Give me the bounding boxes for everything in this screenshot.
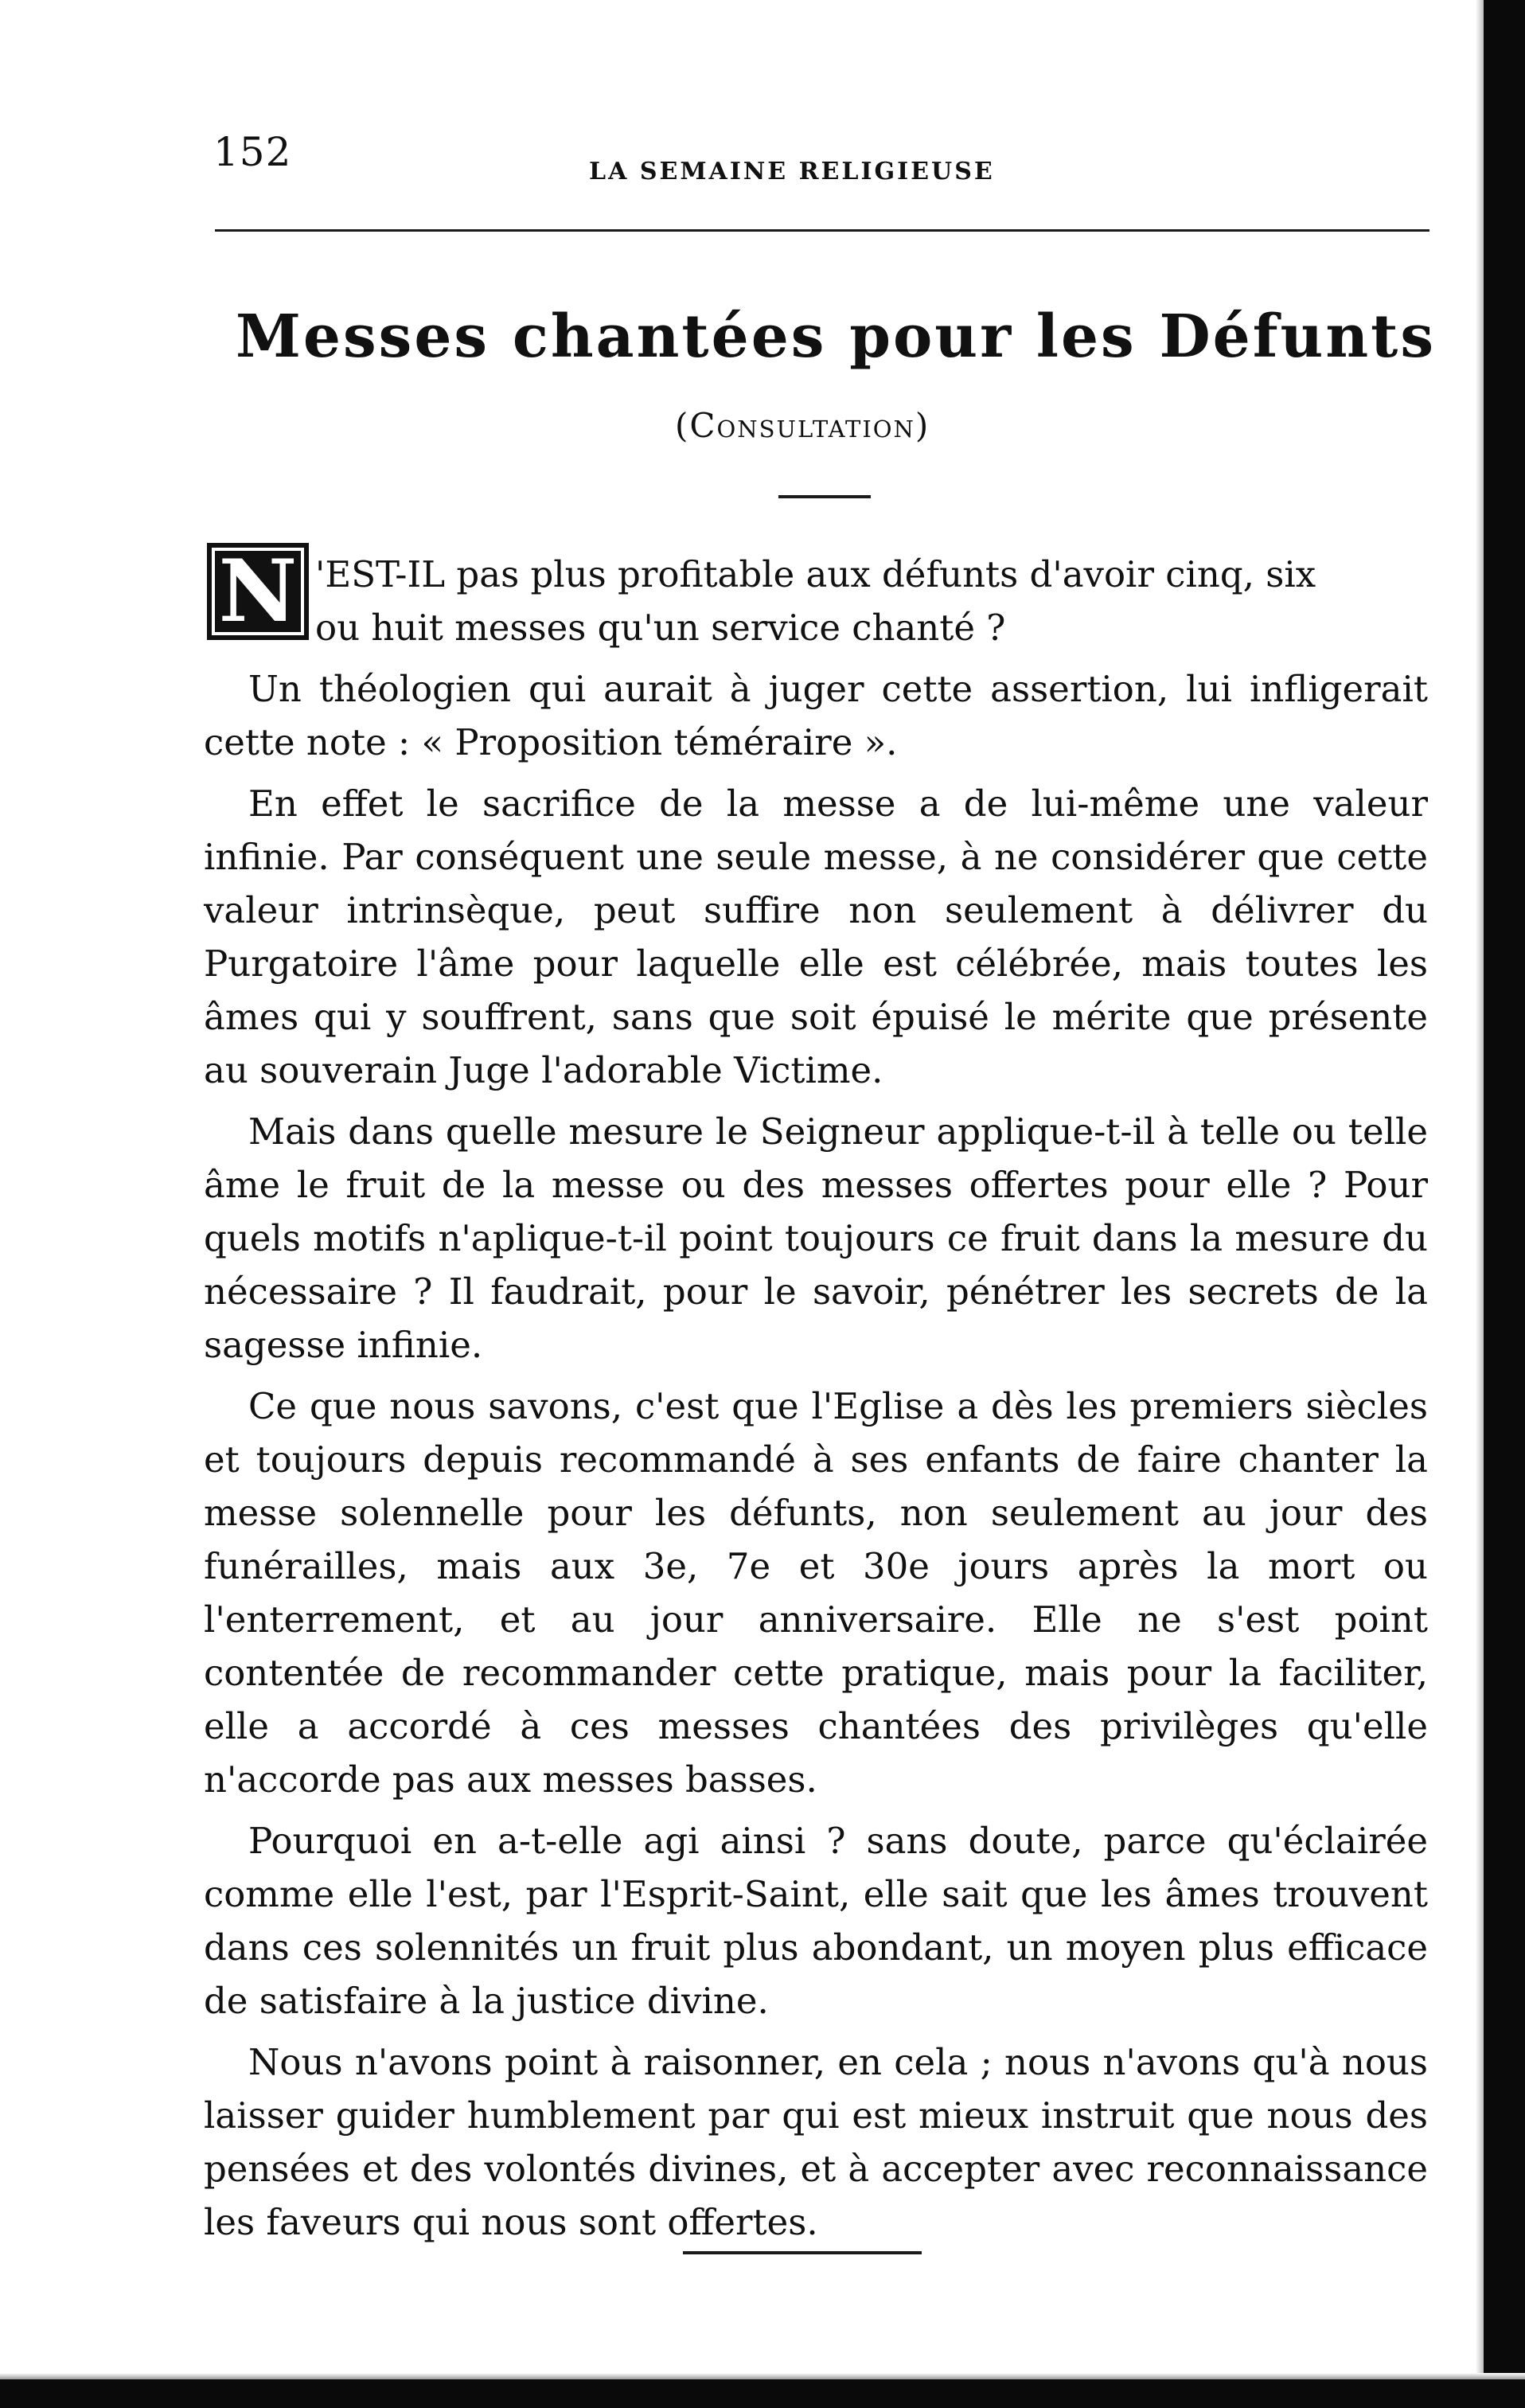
paragraph: Un théologien qui aurait à juger cette assertion, lui infligerait cette note : « Proposition téméraire ». (204, 668, 1428, 763)
paragraph: Ce que nous savons, c'est que l'Eglise a dès les premiers siècles et toujours depuis recommandé à ses enfants de faire chanter la messe solennelle pour les défunts, non seulement au jour des funérailles, mais aux 3e, 7e et 30e jours après la mort ou l'enterrement, et au jour anniversaire. Elle ne s'est point contentée de recommander cette pratique, mais pour la faciliter, elle a accordé à ces messes chantées des privilèges qu'elle n'accorde pas aux messes basses. (204, 1385, 1428, 1801)
article-subtitle: (Consultation) (675, 406, 930, 445)
dropcap-letter: N (218, 541, 298, 642)
scan-border-bottom (0, 2379, 1525, 2408)
title-separator-rule (778, 495, 871, 498)
end-rule (683, 2251, 922, 2254)
paragraph: Nous n'avons point à raisonner, en cela ; nous n'avons qu'à nous laisser guider humblement par qui est mieux instruit que nous des pensées et des volontés divines, et à accepter avec reconnaissance les faveurs qui nous sont offertes. (204, 2041, 1428, 2243)
paragraph: Pourquoi en a-t-elle agi ainsi ? sans doute, parce qu'éclairée comme elle l'est, par l'Esprit-Saint, elle sait que les âmes trouvent dans ces solennités un fruit plus abondant, un moyen plus efficace de satisfaire à la justice divine. (204, 1820, 1428, 2022)
page-number: 152 (213, 129, 292, 175)
article-title: Messes chantées pour les Défunts (236, 302, 1436, 371)
header-rule (215, 229, 1429, 232)
opening-line-continued: ou huit messes qu'un service chanté ? (315, 607, 1006, 649)
scan-border-right (1484, 0, 1525, 2408)
page-bottom-shadow (0, 2373, 1525, 2379)
paragraph: En effet le sacrifice de la messe a de lui-même une valeur infinie. Par conséquent une seule messe, à ne considérer que cette valeur intrinsèque, peut suffire non seulement à délivrer du Purgatoire l'âme pour laquelle elle est célébrée, mais toutes les âmes qui y souffrent, sans que soit épuisé le mérite que présente au souverain Juge l'adorable Victime. (204, 783, 1428, 1091)
article-body (204, 541, 1428, 2257)
page-edge-shadow (1476, 0, 1484, 2408)
paragraph: Mais dans quelle mesure le Seigneur applique-t-il à telle ou telle âme le fruit de la messe ou des messes offertes pour elle ? Pour quels motifs n'aplique-t-il point toujours ce fruit dans la mesure du nécessaire ? Il faudrait, pour le savoir, pénétrer les secrets de la sagesse infinie. (204, 1110, 1428, 1366)
running-head: LA SEMAINE RELIGIEUSE (589, 158, 995, 185)
paragraph-opening (204, 541, 1428, 654)
opening-line: 'EST-IL pas plus profitable aux défunts d'avoir cinq, six (315, 553, 1316, 595)
